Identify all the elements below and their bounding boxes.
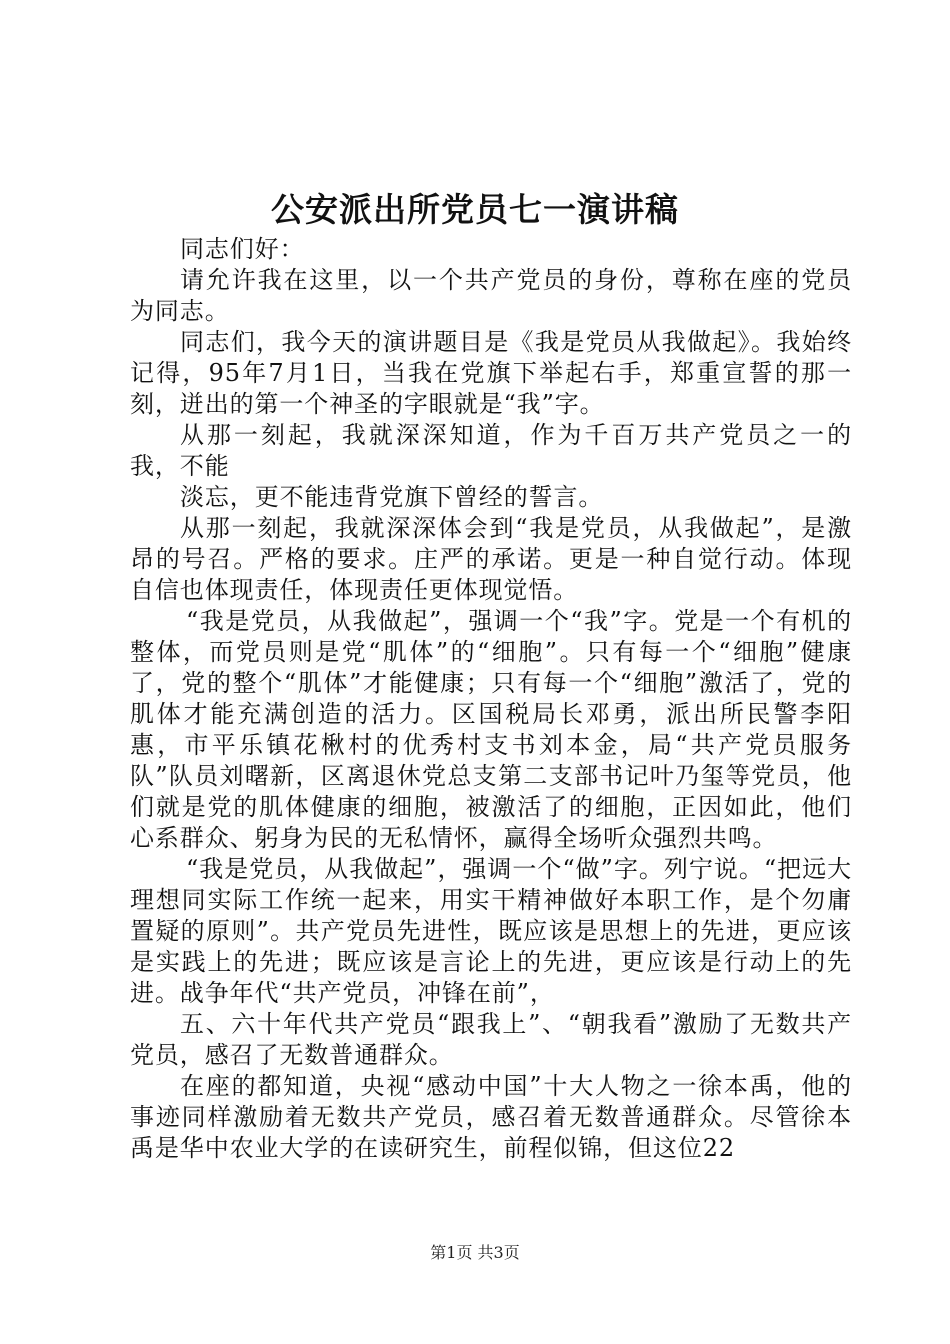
paragraph-vow: 淡忘，更不能违背党旗下曾经的誓言。 bbox=[180, 483, 604, 511]
paragraph-topic: 同志们，我今天的演讲题目是《我是党员从我做起》。我始终记得，95年7月1日，当我在党旗下举起右手，郑重宣誓的那一刻，迸出的第一个神圣的字眼就是“我”字。 bbox=[130, 328, 852, 418]
paragraph-example: 在座的都知道，央视“感动中国”十大人物之一徐本禹，他的事迹同样激励着无数共产党员，感召着无数普通群众。尽管徐本禹是华中农业大学的在读研究生，前程似锦，但这位22 bbox=[130, 1072, 852, 1162]
document-body bbox=[130, 234, 852, 1164]
paragraph-intro: 请允许我在这里，以一个共产党员的身份，尊称在座的党员为同志。 bbox=[130, 266, 852, 325]
paragraph-self: “我是党员，从我做起”，强调一个“我”字。党是一个有机的整体，而党员则是党“肌体”的“细胞”。只有每一个“细胞”健康了，党的整个“肌体”才能健康；只有每一个“细胞”激活了，党的肌体才能充满创造的活力。区国税局长邓勇，派出所民警李阳惠，市平乐镇花楸村的优秀村支书刘本金，局“共产党员服务队”队员刘曙新，区离退休党总支第二支部书记叶乃玺等党员，他们就是党的肌体健康的细胞，被激活了的细胞，正因如此，他们心系群众、躬身为民的无私情怀，赢得全场听众强烈共鸣。 bbox=[130, 607, 852, 852]
document-title: 公安派出所党员七一演讲稿 bbox=[271, 190, 679, 229]
paragraph-action: “我是党员，从我做起”，强调一个“做”字。列宁说。“把远大理想同实际工作统一起来，用实干精神做好本职工作，是个勿庸置疑的原则”。共产党员先进性，既应该是思想上的先进，更应该是实践上的先进；既应该是言论上的先进，更应该是行动上的先进。战争年代“共产党员，冲锋在前”， bbox=[130, 855, 852, 1007]
paragraph-greeting: 同志们好： bbox=[180, 235, 305, 263]
paragraph-era: 五、六十年代共产党员“跟我上”、“朝我看”激励了无数共产党员，感召了无数普通群众。 bbox=[130, 1010, 852, 1069]
paragraph-moment: 从那一刻起，我就深深知道，作为千百万共产党员之一的我，不能 bbox=[130, 421, 852, 480]
page-footer: 第1页 共3页 bbox=[430, 1243, 520, 1262]
paragraph-understanding: 从那一刻起，我就深深体会到“我是党员，从我做起”，是激昂的号召。严格的要求。庄严的承诺。更是一种自觉行动。体现自信也体现责任，体现责任更体现觉悟。 bbox=[130, 514, 852, 604]
